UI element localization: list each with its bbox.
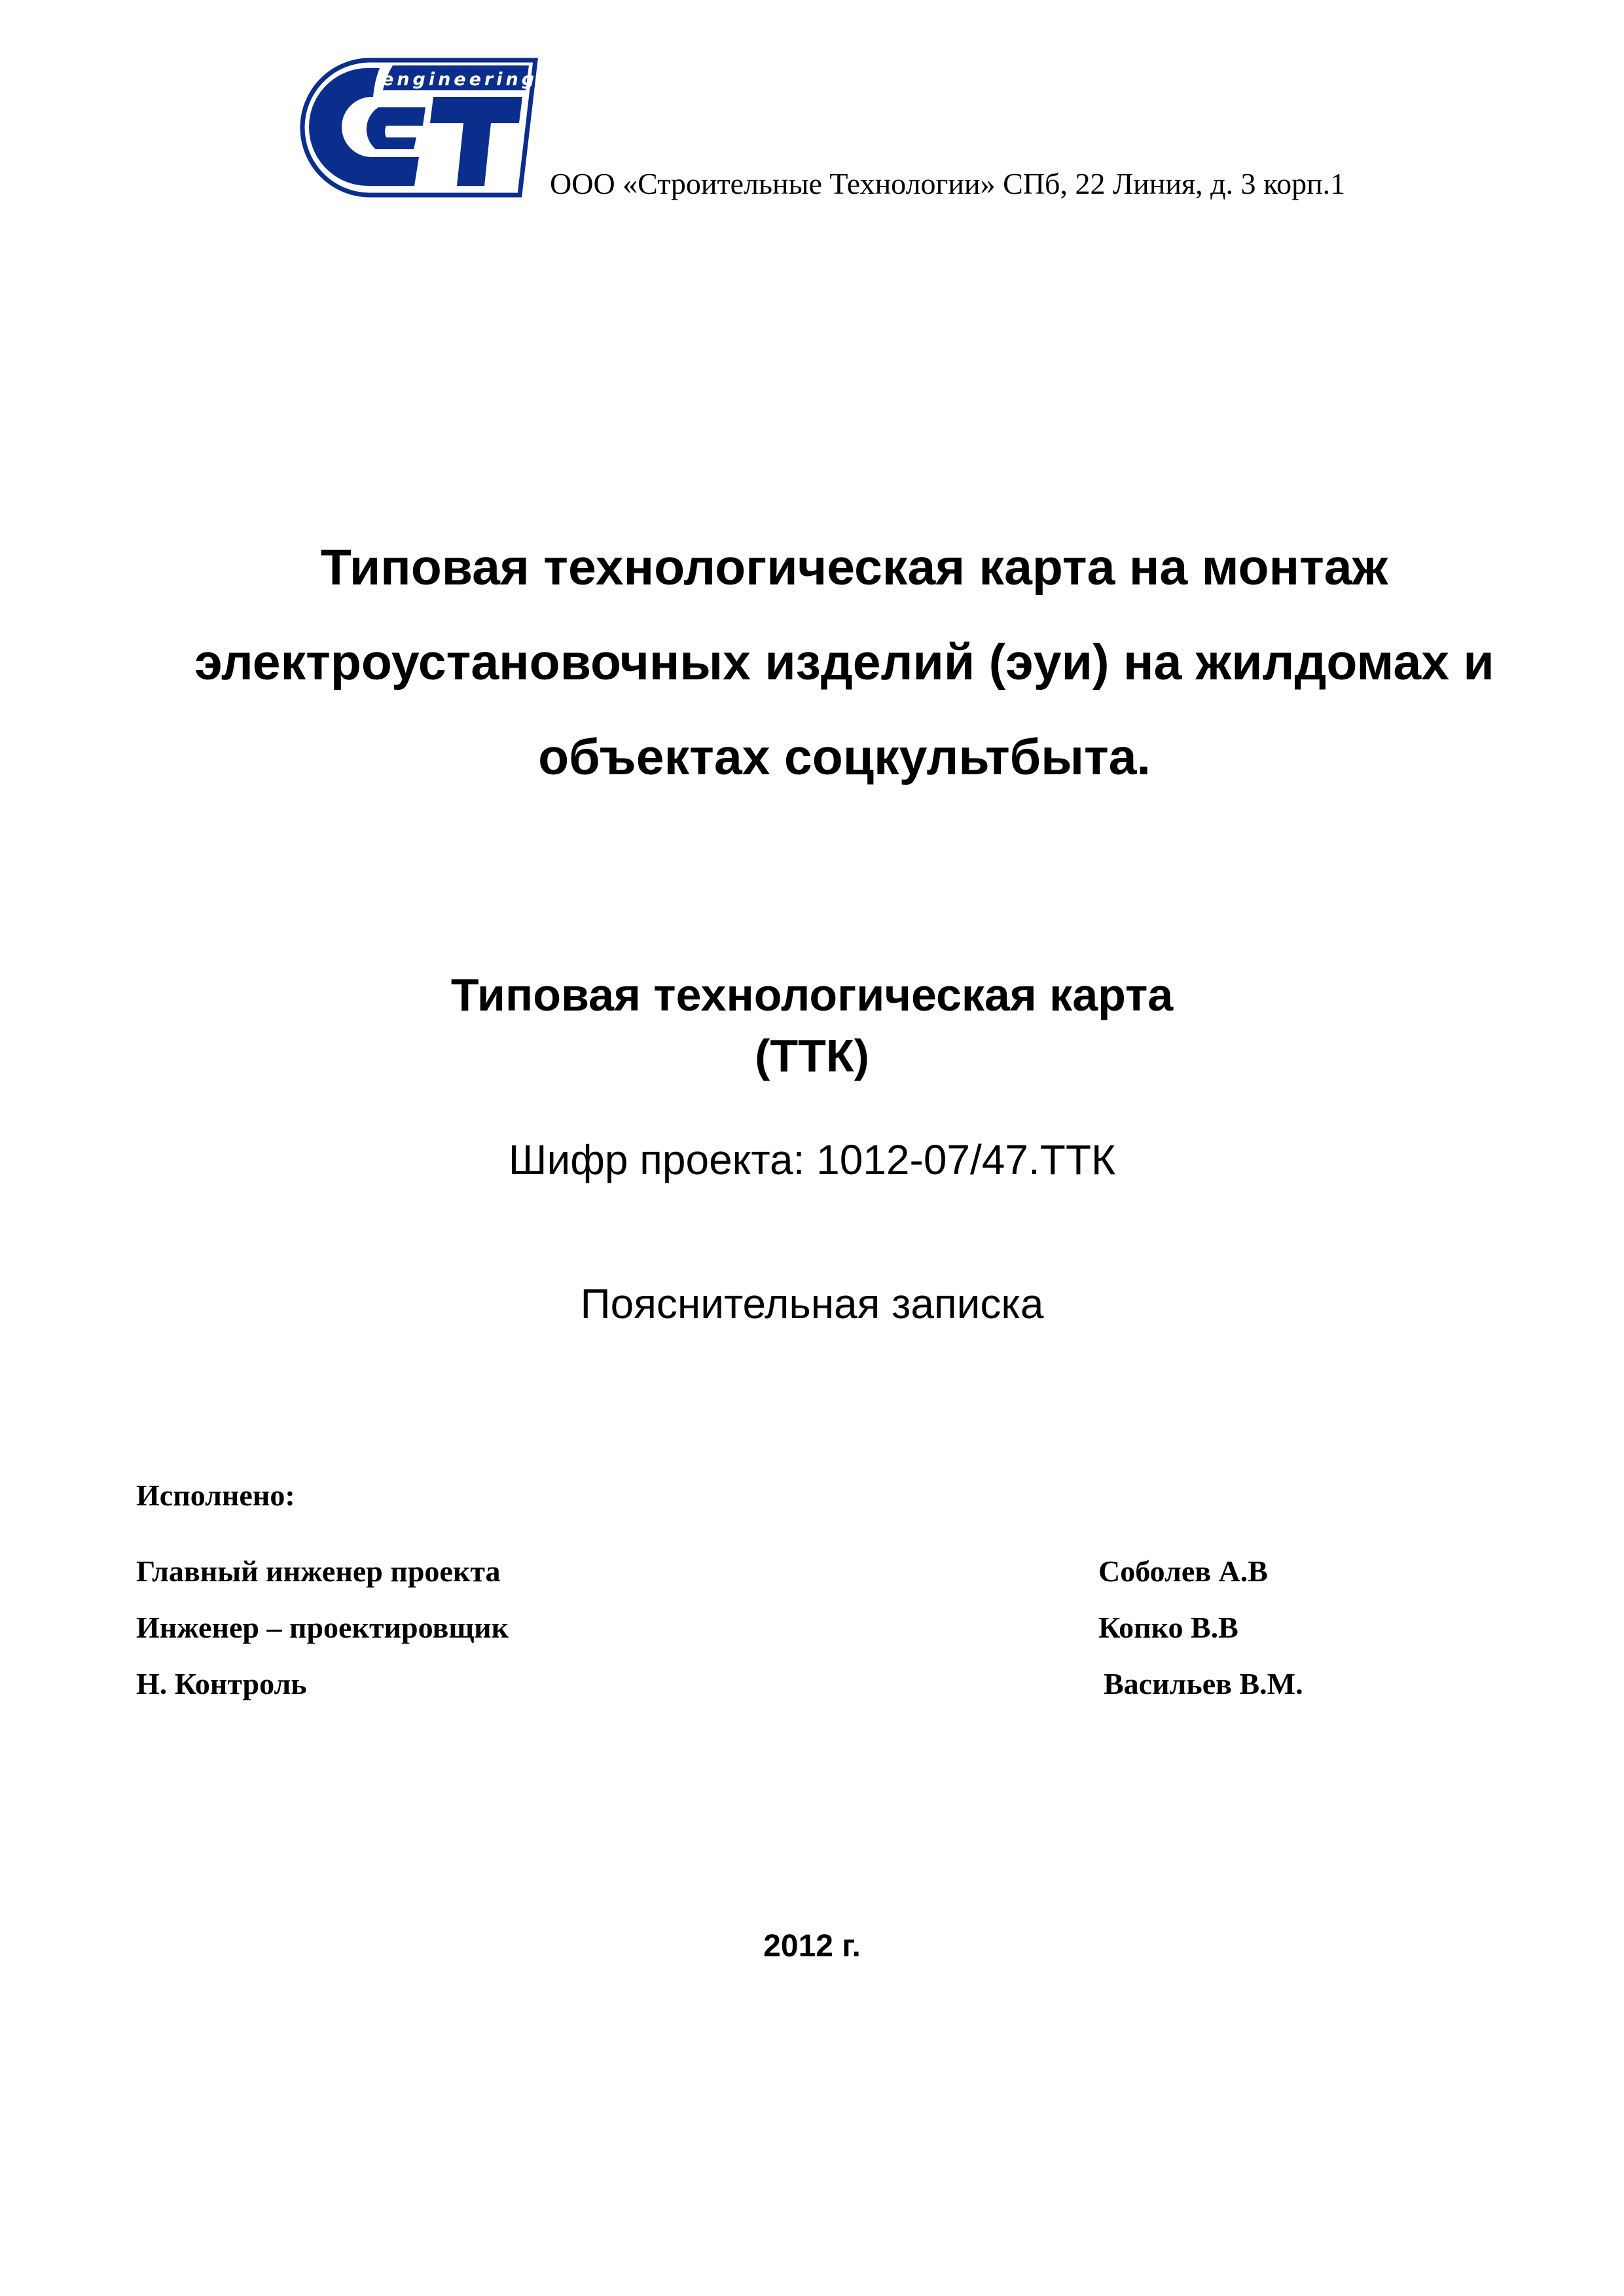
signature-name: Копко В.В — [1098, 1611, 1238, 1644]
signature-row — [136, 1556, 1445, 1596]
company-logo — [295, 58, 541, 198]
signature-role: Н. Контроль — [136, 1667, 307, 1700]
signature-role: Главный инженер проекта — [136, 1554, 501, 1588]
executed-by-label: Исполнено: — [136, 1479, 295, 1512]
signature-name: Васильев В.М. — [1104, 1667, 1303, 1700]
title-line-3: объектах соцкультбыта. — [538, 729, 1151, 785]
signature-name: Соболев А.В — [1098, 1554, 1268, 1588]
signature-role: Инженер – проектировщик — [136, 1611, 509, 1644]
explanatory-note-label: Пояснительная записка — [580, 1280, 1044, 1327]
signature-row — [136, 1669, 1445, 1708]
project-cipher: Шифр проекта: 1012-07/47.ТТК — [508, 1136, 1116, 1183]
company-address-line: ООО «Строительные Технологии» СПб, 22 Линия, д. 3 корп.1 — [550, 167, 1346, 200]
subtitle-line-1: Типовая технологическая карта — [450, 969, 1174, 1020]
title-line-2: электроустановочных изделий (эуи) на жилдомах и — [194, 634, 1494, 691]
document-year: 2012 г. — [763, 1929, 861, 1964]
subtitle-line-2: (ТТК) — [755, 1030, 869, 1081]
title-line-1: Типовая технологическая карта на монтаж — [320, 539, 1388, 596]
document-title — [98, 520, 1591, 805]
logo-wordmark: engineering — [381, 69, 538, 90]
signature-row — [136, 1613, 1445, 1652]
